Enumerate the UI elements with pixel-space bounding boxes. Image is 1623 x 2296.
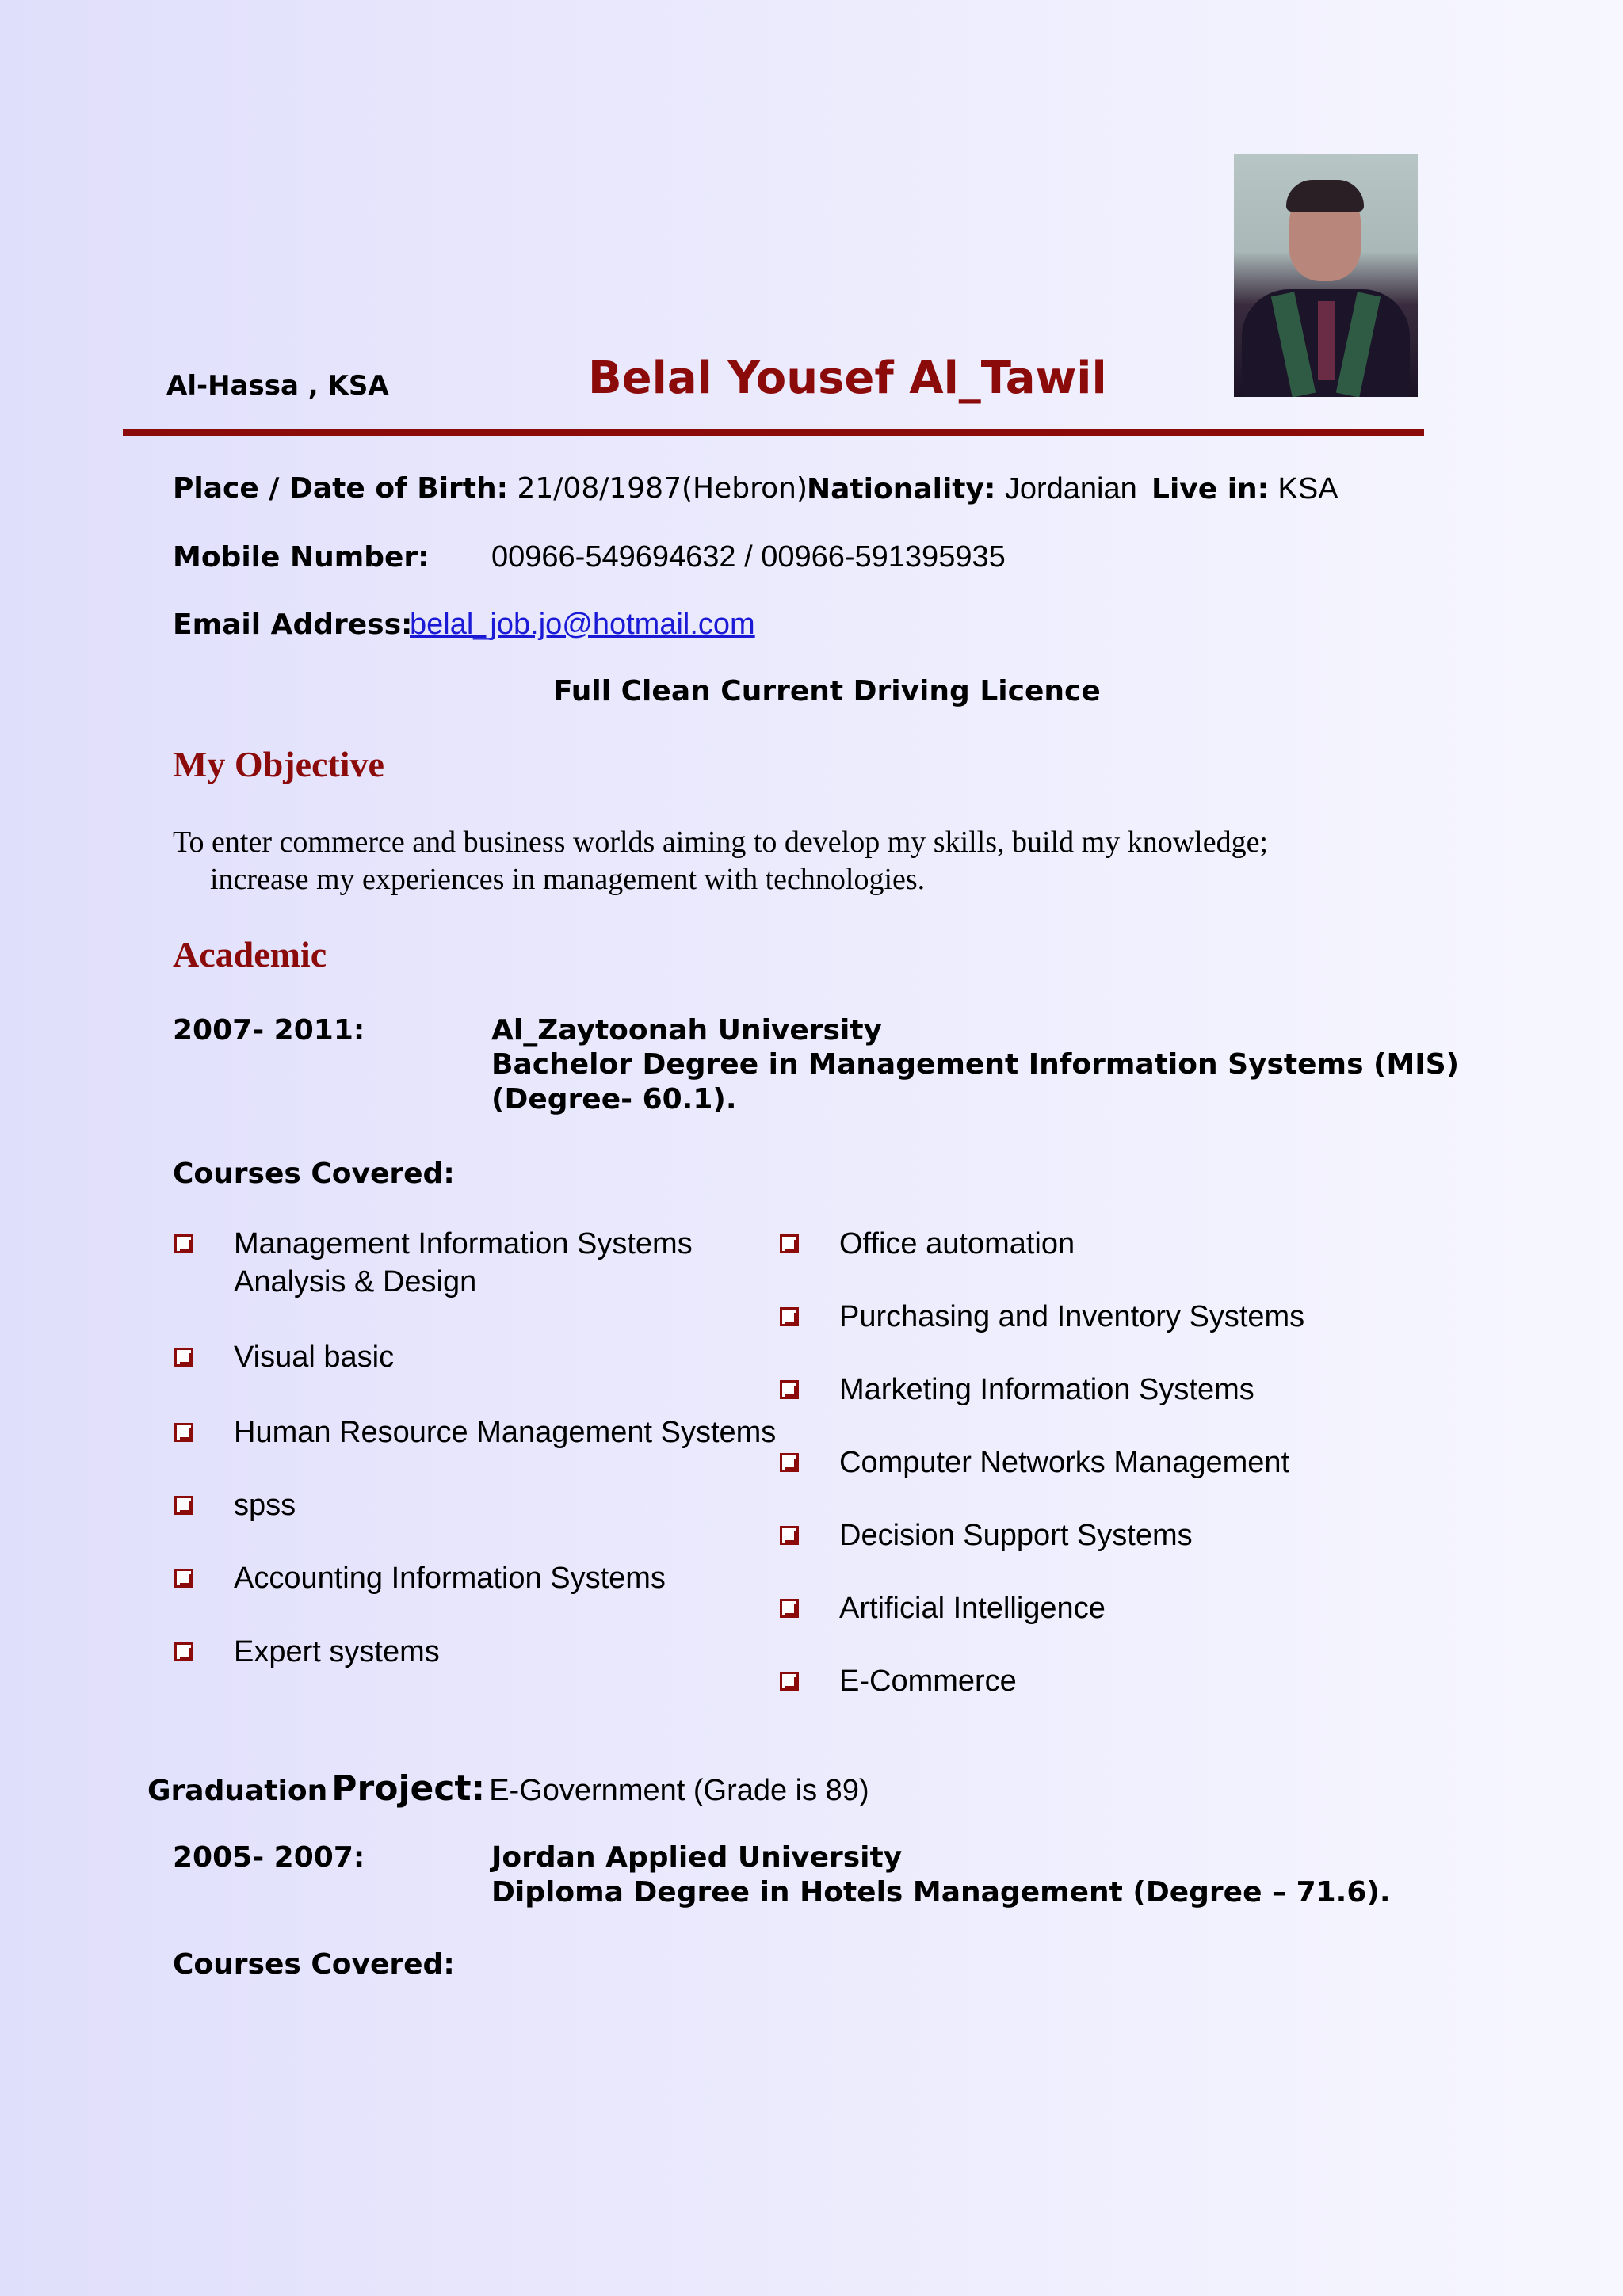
bullet-icon — [780, 1672, 797, 1689]
bullet-icon — [780, 1307, 797, 1325]
edu1-years: 2007- 2011: — [173, 1014, 365, 1047]
courses-covered-label: Courses Covered: — [173, 1158, 455, 1190]
bullet-icon — [174, 1234, 192, 1252]
courses-covered-label-2: Courses Covered: — [173, 1948, 455, 1981]
graduation-label: Graduation — [147, 1775, 328, 1807]
course-item: Artificial Intelligence — [839, 1592, 1106, 1625]
email-link[interactable]: belal_job.jo@hotmail.com — [410, 608, 755, 641]
nationality-value: Jordanian — [1004, 472, 1137, 505]
edu2-years: 2005- 2007: — [173, 1841, 365, 1874]
bullet-icon — [174, 1569, 192, 1586]
objective-heading: My Objective — [173, 744, 384, 784]
nationality-row — [807, 472, 1137, 506]
header-divider — [123, 429, 1424, 436]
bullet-icon — [780, 1380, 797, 1398]
edu2-school: Jordan Applied University — [491, 1841, 903, 1874]
bullet-icon — [174, 1496, 192, 1513]
bullet-icon — [174, 1348, 192, 1365]
course-item: spss — [234, 1489, 296, 1522]
profile-photo — [1234, 154, 1418, 397]
course-item: Visual basic — [234, 1341, 395, 1374]
mobile-value: 00966-549694632 / 00966-591395935 — [491, 540, 1006, 574]
birth-label: Place / Date of Birth: — [173, 472, 509, 505]
bullet-icon — [174, 1642, 192, 1660]
birth-value: 21/08/1987(Hebron) — [517, 472, 808, 505]
course-item: E-Commerce — [839, 1665, 1017, 1698]
course-item: Accounting Information Systems — [234, 1562, 666, 1595]
project-label: Project: — [331, 1768, 486, 1809]
course-item: Marketing Information Systems — [839, 1373, 1254, 1406]
edu1-school: Al_Zaytoonah University — [491, 1014, 882, 1047]
email-label: Email Address: — [173, 608, 413, 641]
location-text: Al-Hassa , KSA — [166, 370, 389, 402]
edu1-degree: Bachelor Degree in Management Information Systems (MIS) — [491, 1048, 1460, 1081]
edu2-degree: Diploma Degree in Hotels Management (Degree – 71.6). — [491, 1876, 1391, 1909]
nationality-label: Nationality: — [807, 473, 996, 505]
graduation-project-value: E-Government (Grade is 89) — [489, 1774, 869, 1807]
bullet-icon — [174, 1423, 192, 1440]
graduation-project-row — [147, 1768, 869, 1809]
live-label: Live in: — [1151, 473, 1270, 505]
objective-line-1: To enter commerce and business worlds aiming to develop my skills, build my knowledge; — [173, 826, 1268, 859]
course-item: Decision Support Systems — [839, 1519, 1193, 1552]
mobile-label: Mobile Number: — [173, 541, 430, 574]
objective-line-2: increase my experiences in management with technologies. — [210, 863, 926, 896]
course-item: Computer Networks Management — [839, 1446, 1290, 1479]
birth-row — [173, 472, 808, 505]
edu1-grade: (Degree- 60.1). — [491, 1083, 737, 1116]
course-item: Office automation — [839, 1227, 1075, 1261]
live-row — [1151, 472, 1338, 506]
academic-heading: Academic — [173, 934, 327, 974]
course-item: Expert systems — [234, 1635, 440, 1669]
bullet-icon — [780, 1526, 797, 1543]
candidate-name: Belal Yousef Al_Tawil — [588, 353, 1107, 404]
course-item: Human Resource Management Systems — [234, 1416, 777, 1449]
bullet-icon — [780, 1599, 797, 1616]
live-value: KSA — [1277, 472, 1338, 505]
course-item: Management Information Systems — [234, 1227, 693, 1261]
course-item: Purchasing and Inventory Systems — [839, 1300, 1305, 1333]
bullet-icon — [780, 1234, 797, 1252]
driving-licence: Full Clean Current Driving Licence — [553, 675, 1101, 707]
bullet-icon — [780, 1453, 797, 1470]
course-item: Analysis & Design — [234, 1265, 477, 1299]
